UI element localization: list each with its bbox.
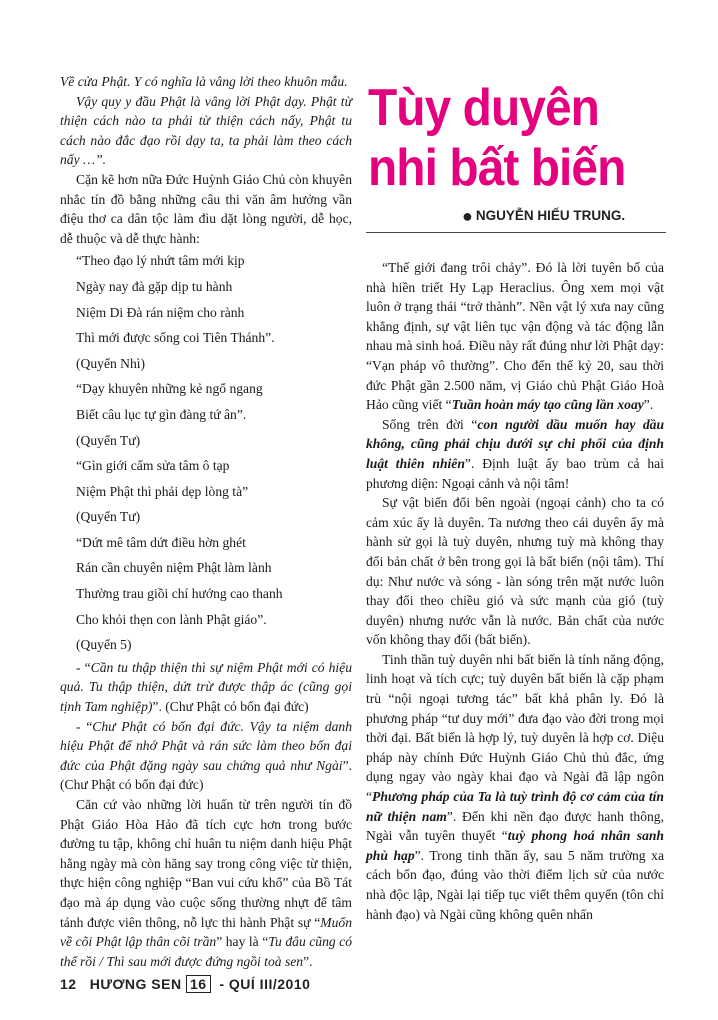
quote-open: - “: [76, 659, 91, 675]
title-divider: [366, 232, 666, 233]
quote-paragraph-2: [60, 717, 352, 795]
left-column: [60, 72, 352, 971]
text-run: ”.: [303, 953, 313, 969]
italic-quote: Muốn về cõi Phật lập thân cõi trần: [60, 914, 352, 950]
right-paragraph-4: [366, 650, 664, 924]
bold-italic-quote: tuỳ phong hoá nhân sanh phù hạp: [366, 828, 664, 863]
verse-line: Niệm Di Đà rán niệm cho rành: [76, 304, 245, 320]
verse-source: (Quyển Nhì): [76, 355, 146, 371]
quote-text: Cần tu thập thiện thì sự niệm Phật mới có hiệu quả. Tu thập thiện, dứt trừ được thập ác (cũng gọi tịnh Tam nghiệp): [60, 659, 352, 715]
verse-line: “Gìn giới cấm sửa tâm ô tạp: [76, 458, 230, 474]
text-run: Sống trên đời “: [382, 416, 478, 432]
page-footer: 12 HƯƠNG SEN 16 - QUÍ III/2010: [60, 976, 311, 992]
verse-line: Thì mới được sống coi Tiên Thánh”.: [76, 330, 275, 346]
page-number: 12: [60, 976, 77, 992]
left-paragraph-1: Về cửa Phật. Y có nghĩa là vâng lời theo khuôn mẫu.: [60, 74, 348, 89]
right-paragraph-2: [366, 415, 664, 493]
bold-italic-quote: con người dầu muốn hay dầu không, cũng phải chịu dưới sự chi phối của định luật thiên nhiên: [366, 416, 664, 471]
quote-text: Chư Phật có bốn đại đức. Vậy ta niệm danh hiệu Phật để nhớ Phật và rán sức làm theo bốn đại đức của Phật đặng ngày sau chứng quả như Ngài: [60, 718, 353, 773]
author-name: NGUYỄN HIẾU TRUNG: [475, 208, 622, 223]
author-byline: [462, 206, 625, 227]
author-end: .: [621, 208, 626, 223]
text-run: ”. Trong tinh thần ấy, sau 5 năm trường xa cách bổn đạo, đúng vào thời điểm lịch sử của nước nhà độc lập, Ngài lại tiếp tục viết thêm quyển (tôn chỉ hành đạo) và Ngài cũng không quên nhấn: [366, 847, 664, 922]
left-paragraph-4: [60, 795, 352, 971]
bold-italic-quote: Tuần hoàn máy tạo cũng lần xoay: [451, 397, 644, 413]
issue-period: QUÍ III/2010: [228, 976, 311, 992]
verse-line: Cho khỏi thẹn con lành Phật giáo”.: [76, 611, 267, 627]
quote-source: ”. (Chư Phật có bốn đại đức): [60, 757, 352, 793]
title-line-2: nhi bất biến: [368, 139, 626, 197]
left-paragraph-3: Cặn kẽ hơn nữa Đức Huỳnh Giáo Chủ còn khuyên nhắc tín đồ bằng những câu thi văn âm hưởng vần điệu thơ ca dân tộc làm đìu dặt lòng người, dễ học, dễ thuộc và dễ thực hành:: [60, 171, 352, 246]
bold-italic-quote: Phương pháp của Ta là tuỳ trình độ cơ cảm của tín nữ thiện nam: [366, 789, 664, 824]
article-title: [368, 78, 644, 198]
text-run: Căn cứ vào những lời huấn từ trên người tín đồ Phật Giáo Hòa Hảo đã tích cực hơn trong bước đường tu tập, không chỉ huân tu niệm danh hiệu Phật hằng ngày mà còn hăng say trong công việc từ thiện, thực hiện công nghiệp “Ban vui cứu khổ” của Bồ Tát đạo mà áp dụng vào cuộc sống thường nhựt để tâm tánh được viên thông, nỗ lực thi hành Phật sự “: [60, 797, 352, 930]
quote-source: ”. (Chư Phật có bốn đại đức): [152, 699, 309, 715]
left-paragraph-2: Vậy quy y đầu Phật là vâng lời Phật dạy. Phật từ thiện cách nào ta phải từ thiện cách nấy, Phật tu cách nào đắc đạo rồi dạy ta, ta phải làm theo cách nấy …”.: [60, 93, 352, 168]
text-run: “Thế giới đang trôi chảy”. Đó là lời tuyên bố của nhà hiền triết Hy Lạp Heraclius. Ông xem mọi vật luôn ở trạng thái “trở thành”. Nền vật lý xưa nay cũng khẳng định, sự vật liên tục vận động và tác động lẫn nhau mà sinh hoá. Điều này rất đúng như lời Phật dạy: “Vạn pháp vô thường”. Cho đến thế kỷ 20, sau thời đức Phật gần 2.500 năm, vị Giáo chủ Phật Giáo Hoà Hảo cũng viết “: [366, 260, 664, 413]
text-run: Tinh thần tuỳ duyên nhi bất biến là tính năng động, linh hoạt và tích cực; tuỳ duyên bất biến là cặp phạm trù “nội ngoại tương tác” bất khả phân ly. Đó là phương pháp “tư duy mới” đưa đạo vào đời trong mọi thời đại. Bất biến là hợp lý, tuỳ duyên là hợp cơ. Diệu pháp này chính Đức Huỳnh Giáo Chủ thủ đắc, ứng dụng ngay vào ngày khai đạo và Ngài đã lập ngôn “: [366, 651, 664, 805]
text-run: ”.: [643, 397, 654, 413]
title-line-1: Tùy duyên: [368, 79, 599, 137]
verse-source: (Quyển Tư): [76, 432, 141, 448]
verse-source: (Quyển 5): [76, 637, 132, 653]
verse-line: Niệm Phật thì phải dẹp lòng tà”: [76, 483, 249, 499]
verse-source: (Quyển Tư): [76, 509, 141, 525]
quote-open: - “: [76, 718, 93, 734]
text-run: ”. Đến khi nền đạo được hanh thông, Ngài vẫn tuyên thuyết “: [366, 808, 665, 844]
bullet-icon: ●: [462, 206, 473, 226]
magazine-name: HƯƠNG SEN: [89, 976, 182, 992]
right-column: [366, 258, 664, 924]
right-paragraph-3: Sự vật biến đổi bên ngoài (ngoại cảnh) cho ta có cảm xúc ấy là duyên. Ta nương theo cái duyên ấy mà hành sử gọi là tuỳ duyên, nhưng tuỳ mà không thay đổi bản chất ở bên trong gọi là bất biến (nội tâm). Thí dụ: Như nước và sóng - làn sóng trên mặt nước luôn thay đổi theo chiều gió và sức mạnh của gió (tuỳ duyên) nhưng nước vẫn là nước. Bản chất của nước vốn không thay đổi (bất biến).: [366, 495, 664, 648]
verse-line: Biết câu lục tự gìn đàng tứ ân”.: [76, 406, 247, 422]
italic-quote: Tu đâu cũng có thể rồi / Thì sau mới được đứng ngồi toà sen: [60, 934, 353, 969]
verse-line: “Theo đạo lý nhứt tâm mới kịp: [76, 253, 245, 269]
verse-line: Rán cần chuyên niệm Phật làm lành: [76, 560, 272, 576]
verse-block: [60, 248, 352, 658]
quote-paragraph-1: [60, 658, 352, 717]
verse-line: Thường trau giồi chí hướng cao thanh: [76, 586, 283, 602]
text-run: ”. Định luật ấy bao trùm cả hai phương diện: Ngoại cảnh và nội tâm!: [366, 455, 664, 491]
verse-line: “Dạy khuyên những kẻ ngổ ngang: [76, 381, 263, 397]
text-run: ” hay là “: [216, 934, 269, 950]
right-paragraph-1: [366, 258, 664, 415]
verse-line: “Dứt mê tâm dứt điều hờn ghét: [76, 534, 246, 550]
verse-line: Ngày nay đà gặp dịp tu hành: [76, 278, 233, 294]
issue-number: 16: [186, 975, 211, 993]
